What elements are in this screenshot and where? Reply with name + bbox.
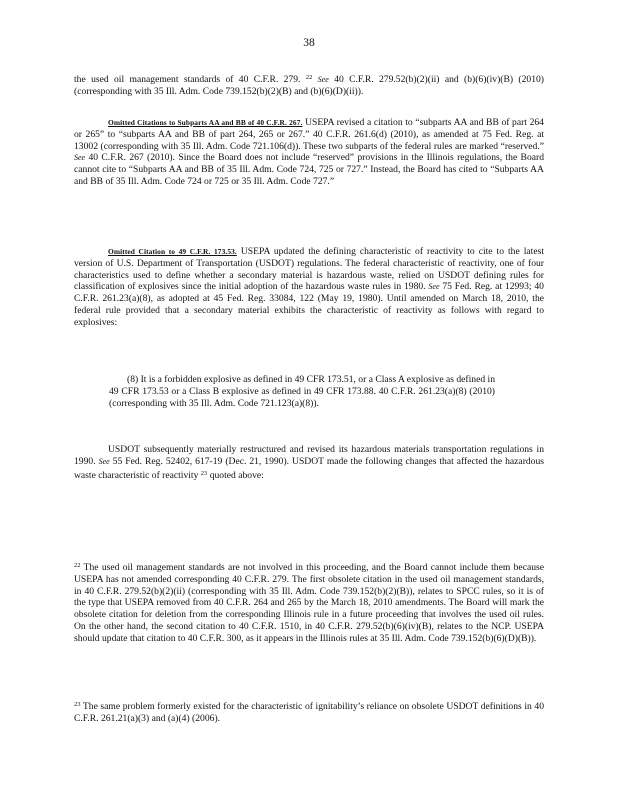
footnote-23 <box>74 699 544 725</box>
footnote-ref: 22 <box>305 74 313 81</box>
paragraph-text: 55 Fed. Reg. 52402, 617-19 (Dec. 21, 1990). USDOT made the following changes that affected the hazardous waste characteristic of reactivity <box>74 455 545 481</box>
page-number: 38 <box>303 37 315 49</box>
see-signal: See <box>98 456 110 466</box>
footnote-text: The used oil management standards are not involved in this proceeding, and the Board cannot include them because USEPA has not amended corresponding 40 C.F.R. 279. The first obsolete citation in the used oil management standards, in 40 C.F.R. 279.52(b)(2)(ii) (corresponding with 35 Ill. Adm. Code 739.152(b)(2)(B)), relates to SPCC rules, so it is of the type that USEPA removed from 40 C.F.R. 264 and 265 by the March 18, 2010 amendments. The Board will mark the obsolete citation for deletion from the corresponding Illinois rule in a future proceeding that involves the used oil rules. On the other hand, the second citation to 40 C.F.R. 1510, in 40 C.F.R. 279.52(b)(6)(iv)(B), relates to the NCP. USEPA should update that citation to 40 C.F.R. 300, as it appears in the Illinois rules at 35 Ill. Adm. Code 739.152(b)(6)(D)(B)). <box>74 562 544 644</box>
block-quote: (8) It is a forbidden explosive as defined in 49 CFR 173.51, or a Class A explosive as defined in 49 CFR 173.53 or a Class B explosive as defined in 49 CFR 173.88. 40 C.F.R. 261.23(a)(8) (2010) (corresponding with 35 Ill. Adm. Code 721.123(a)(8)). <box>109 374 495 409</box>
see-signal: See <box>74 153 86 163</box>
footnote-number: 23 <box>74 701 81 708</box>
footnote-ref: 23 <box>200 469 208 477</box>
paragraph-omitted-citation-49cfr <box>74 246 544 329</box>
section-heading: Omitted Citation to 49 C.F.R. 173.53. <box>108 247 237 256</box>
see-signal: See <box>428 282 440 292</box>
paragraph-text: USEPA revised a citation to “subparts AA and BB of part 264 or 265” to “subparts AA and BB of part 264, 265 or 267.” 40 C.F.R. 261.6(d) (2010), as amended at 75 Fed. Reg. at 13002 (corresponding with 35 Ill. Adm. Code 721.106(d)). These two subparts of the federal rules are marked “reserved.” <box>74 117 544 152</box>
paragraph-text: the used oil management standards of 40 C.F.R. 279. <box>74 74 301 85</box>
paragraph-usdot-restructured <box>74 444 544 481</box>
paragraph-text: 40 C.F.R. 267 (2010). Since the Board does not include “reserved” provisions in the Illinois regulations, the Board cannot cite to “Subparts AA and BB of 35 Ill. Adm. Code 724, 725 or 727.” Instead, the Board has cited to “Subparts AA and BB of 35 Ill. Adm. Code 724 or 725 or 35 Ill. Adm. Code 727.” <box>74 152 544 187</box>
paragraph-text: 40 C.F.R. 279.52(b)(2)(ii) and (b)(6)(iv)(B) (2010) (corresponding with 35 Ill. Adm. Code 739.152(b)(2)(B) and (b)(6)(D)(ii)). <box>74 74 544 97</box>
paragraph-used-oil <box>74 72 544 98</box>
paragraph-text: quoted above: <box>209 469 264 481</box>
footnote-22 <box>74 560 544 645</box>
paragraph-text: 75 Fed. Reg. at 12993; 40 C.F.R. 261.23(a)(8), as adopted at 45 Fed. Reg. 33084, 122 (May 19, 1980). Until amended on March 18, 2010, the federal rule provided that a secondary material exhibits the characteristic of reactivity as follows with regard to explosives: <box>74 281 544 328</box>
see-signal: See <box>317 75 329 84</box>
paragraph-text: USDOT subsequently materially restructured and revised its hazardous materials transportation regulations in 1990. <box>74 444 544 467</box>
paragraph-text: USEPA updated the defining characteristic of reactivity to cite to the latest version of U.S. Department of Transportation (USDOT) regulations. The federal characteristic of reactivity, one of four characteristics used to define whether a secondary material is hazardous waste, relied on USDOT defining rules for classification of explosives since the initial adoption of the hazardous waste rules in 1980. <box>74 246 544 293</box>
footnote-number: 22 <box>74 562 81 569</box>
footnote-text: The same problem formerly existed for the characteristic of ignitability’s reliance on obsolete USDOT definitions in 40 C.F.R. 261.21(a)(3) and (a)(4) (2006). <box>74 701 544 724</box>
paragraph-omitted-citations-subparts <box>74 117 544 188</box>
section-heading: Omitted Citations to Subparts AA and BB of 40 C.F.R. 267. <box>108 118 303 127</box>
